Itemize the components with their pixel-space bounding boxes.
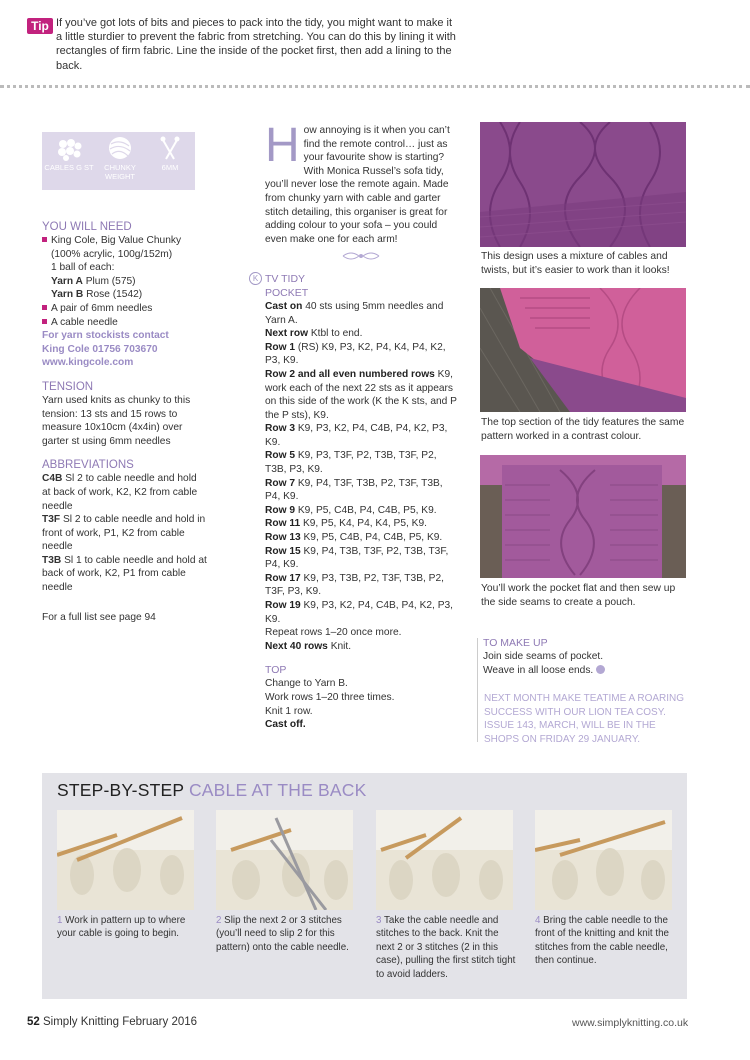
abbreviation-item: C4B Sl 2 to cable needle and hold at back of work, K2, K2 from cable needle — [42, 473, 198, 512]
pattern-row: Row 17 K9, P3, T3B, P2, T3F, T3B, P2, T3F, P3, K9. — [265, 572, 444, 598]
photo-caption: This design uses a mixture of cables and twists, but it’s easier to work than it looks! — [481, 251, 670, 276]
list-item: A pair of 6mm needles — [42, 302, 207, 316]
ornament-divider — [265, 250, 457, 266]
pattern-row: Row 3 K9, P3, K2, P4, C4B, P4, K2, P3, K9. — [265, 423, 448, 448]
top-instruction: Knit 1 row. — [265, 705, 313, 717]
you-will-need-heading: YOU WILL NEED — [42, 221, 132, 233]
footer-url[interactable]: www.simplyknitting.co.uk — [572, 1017, 689, 1029]
make-up-line: Weave in all loose ends. — [483, 664, 688, 678]
pattern-row: Next 40 rows Knit. — [265, 640, 352, 652]
top-heading: TOP — [265, 664, 287, 677]
footer-folio: 52 Simply Knitting February 2016 — [27, 1016, 198, 1028]
pattern-title: K TV TIDY — [265, 272, 457, 286]
pattern-row: Row 2 and all even numbered rows K9, work each of the next 22 sts as it appears on this side of the work (K the K sts, and P the P sts), K9. — [265, 368, 457, 421]
pattern-row: Row 1 (RS) K9, P3, K2, P4, K4, P4, K2, P3, K9. — [265, 341, 446, 367]
to-make-up — [483, 636, 688, 677]
abbreviations-heading: ABBREVIATIONS — [42, 459, 134, 472]
tension-text: Yarn used knits as chunky to this tension: 13 sts and 15 rows to measure 10x10cm (4x4in) over garter st using 6mm needles — [42, 394, 191, 447]
pocket-heading: POCKET — [265, 286, 309, 299]
list-item: King Cole, Big Value Chunky — [42, 234, 207, 248]
spec-weight — [95, 132, 145, 181]
end-mark-icon — [596, 665, 605, 674]
step-caption-1: 1 Work in pattern up to where your cable is going to begin. — [57, 915, 186, 940]
knit-k-icon: K — [249, 272, 262, 285]
spec-needles — [145, 132, 195, 172]
spec-cables — [44, 132, 94, 172]
left-column — [42, 220, 207, 624]
spec-label: 6MM — [161, 163, 179, 172]
pattern-row: Row 9 K9, P5, C4B, P4, C4B, P5, K9. — [265, 504, 437, 516]
pattern-row: Row 11 K9, P5, K4, P4, K4, P5, K9. — [265, 518, 427, 530]
step-photo-1 — [57, 810, 194, 910]
tip-text: If you’ve got lots of bits and pieces to pack into the tidy, you might want to make it a little sturdier to prevent the fabric from stretching. You can do this by lining it with rectangles of firm fabric. Line the inside of the pocket first, then add a lining to the back. — [56, 17, 456, 72]
photo-caption: You’ll work the pocket flat and then sew up the side seams to create a pouch. — [481, 583, 676, 608]
step-caption-4: 4 Bring the cable needle to the front of the knitting and knit the stitches from the cable needle, then continue. — [535, 915, 669, 967]
stockist-contact: For yarn stockists contact — [42, 330, 169, 342]
top-instruction: Work rows 1–20 three times. — [265, 691, 395, 703]
abbreviation-item: T3B Sl 1 to cable needle and hold at back of work, K2, P1 from cable needle — [42, 554, 207, 594]
stockist-phone: King Cole 01756 703670 — [42, 343, 158, 355]
middle-column — [252, 119, 457, 732]
pattern-row: Row 5 K9, P3, T3F, P2, T3B, T3F, P2, T3B, P3, K9. — [265, 450, 437, 476]
yarn-a: Yarn A Plum (575) — [51, 275, 136, 287]
tip-badge: Tip — [27, 18, 53, 34]
step-caption-3: 3 Take the cable needle and stitches to the back. Knit the next 2 or 3 stitches (2 in this case), pulling the first stitch tight to avoid ladders. — [376, 915, 516, 980]
yarn-b: Yarn B Rose (1542) — [51, 289, 143, 301]
repeat-instruction: Repeat rows 1–20 once more. — [265, 627, 402, 639]
top-instruction: Cast off. — [265, 719, 306, 731]
pattern-row: Row 13 K9, P5, C4B, P4, C4B, P5, K9. — [265, 532, 443, 544]
pattern-row: Row 19 K9, P3, K2, P4, C4B, P4, K2, P3, K9. — [265, 600, 454, 625]
column-rule — [477, 638, 478, 742]
photo-rose-cable — [480, 288, 686, 412]
yarn-balls-icon — [56, 135, 82, 161]
pattern-row: Row 15 K9, P4, T3B, T3F, P2, T3B, T3F, P4, K9. — [265, 545, 449, 571]
photo-pocket — [480, 455, 686, 578]
dropcap: H — [265, 119, 300, 172]
spec-label: CHUNKY WEIGHT — [104, 163, 136, 181]
step-caption-2: 2 Slip the next 2 or 3 stitches (you’ll need to slip 2 for this pattern) onto the cable needle. — [216, 915, 349, 953]
full-list-note: For a full list see page 94 — [42, 611, 156, 623]
tension-heading: TENSION — [42, 380, 94, 393]
make-up-line: Join side seams of pocket. — [483, 651, 604, 662]
step-photo-3 — [376, 810, 513, 910]
list-item-detail: 1 ball of each: — [51, 262, 115, 274]
top-instruction: Change to Yarn B. — [265, 678, 348, 690]
photo-caption: The top section of the tidy features the same pattern worked in a contrast colour. — [481, 417, 685, 442]
intro-paragraph: How annoying is it when you can’t find the remote control… just as your favourite show is starting? With Monica Russel’s sofa tidy, you’ll never lose the remote again. Made from chunky yarn with cable and garter stitch detailing, this organiser is great for adding colour to your sofa – you could even make one for each arm! — [265, 119, 450, 245]
spec-box — [42, 132, 195, 190]
pattern-row: Next row Ktbl to end. — [265, 328, 363, 340]
photo-plum-cable — [480, 122, 686, 247]
pattern-row: Cast on 40 sts using 5mm needles and Yarn A. — [265, 300, 444, 326]
stockist-url[interactable]: www.kingcole.com — [42, 357, 134, 369]
flourish-icon — [341, 250, 381, 262]
list-item: A cable needle — [42, 316, 207, 330]
list-item-detail: (100% acrylic, 100g/152m) — [51, 248, 173, 260]
to-make-up-heading: TO MAKE UP — [483, 637, 548, 649]
abbreviation-item: T3F Sl 2 to cable needle and hold in front of work, P1, K2 from cable needle — [42, 514, 206, 553]
step-photo-2 — [216, 810, 353, 910]
needles-icon — [157, 135, 183, 161]
step-photo-4 — [535, 810, 672, 910]
spec-label: CABLES G ST — [44, 163, 94, 172]
next-month-teaser: NEXT MONTH MAKE TEATIME A ROARING SUCCESS WITH OUR LION TEA COSY. ISSUE 143, MARCH, WILL BE IN THE SHOPS ON FRIDAY 29 JANUARY. — [484, 693, 685, 745]
dotted-divider — [0, 85, 750, 89]
yarn-ball-icon — [107, 135, 133, 161]
step-by-step-title: STEP-BY-STEP CABLE AT THE BACK — [57, 780, 367, 800]
pattern-row: Row 7 K9, P4, T3F, T3B, P2, T3F, T3B, P4, K9. — [265, 477, 443, 503]
